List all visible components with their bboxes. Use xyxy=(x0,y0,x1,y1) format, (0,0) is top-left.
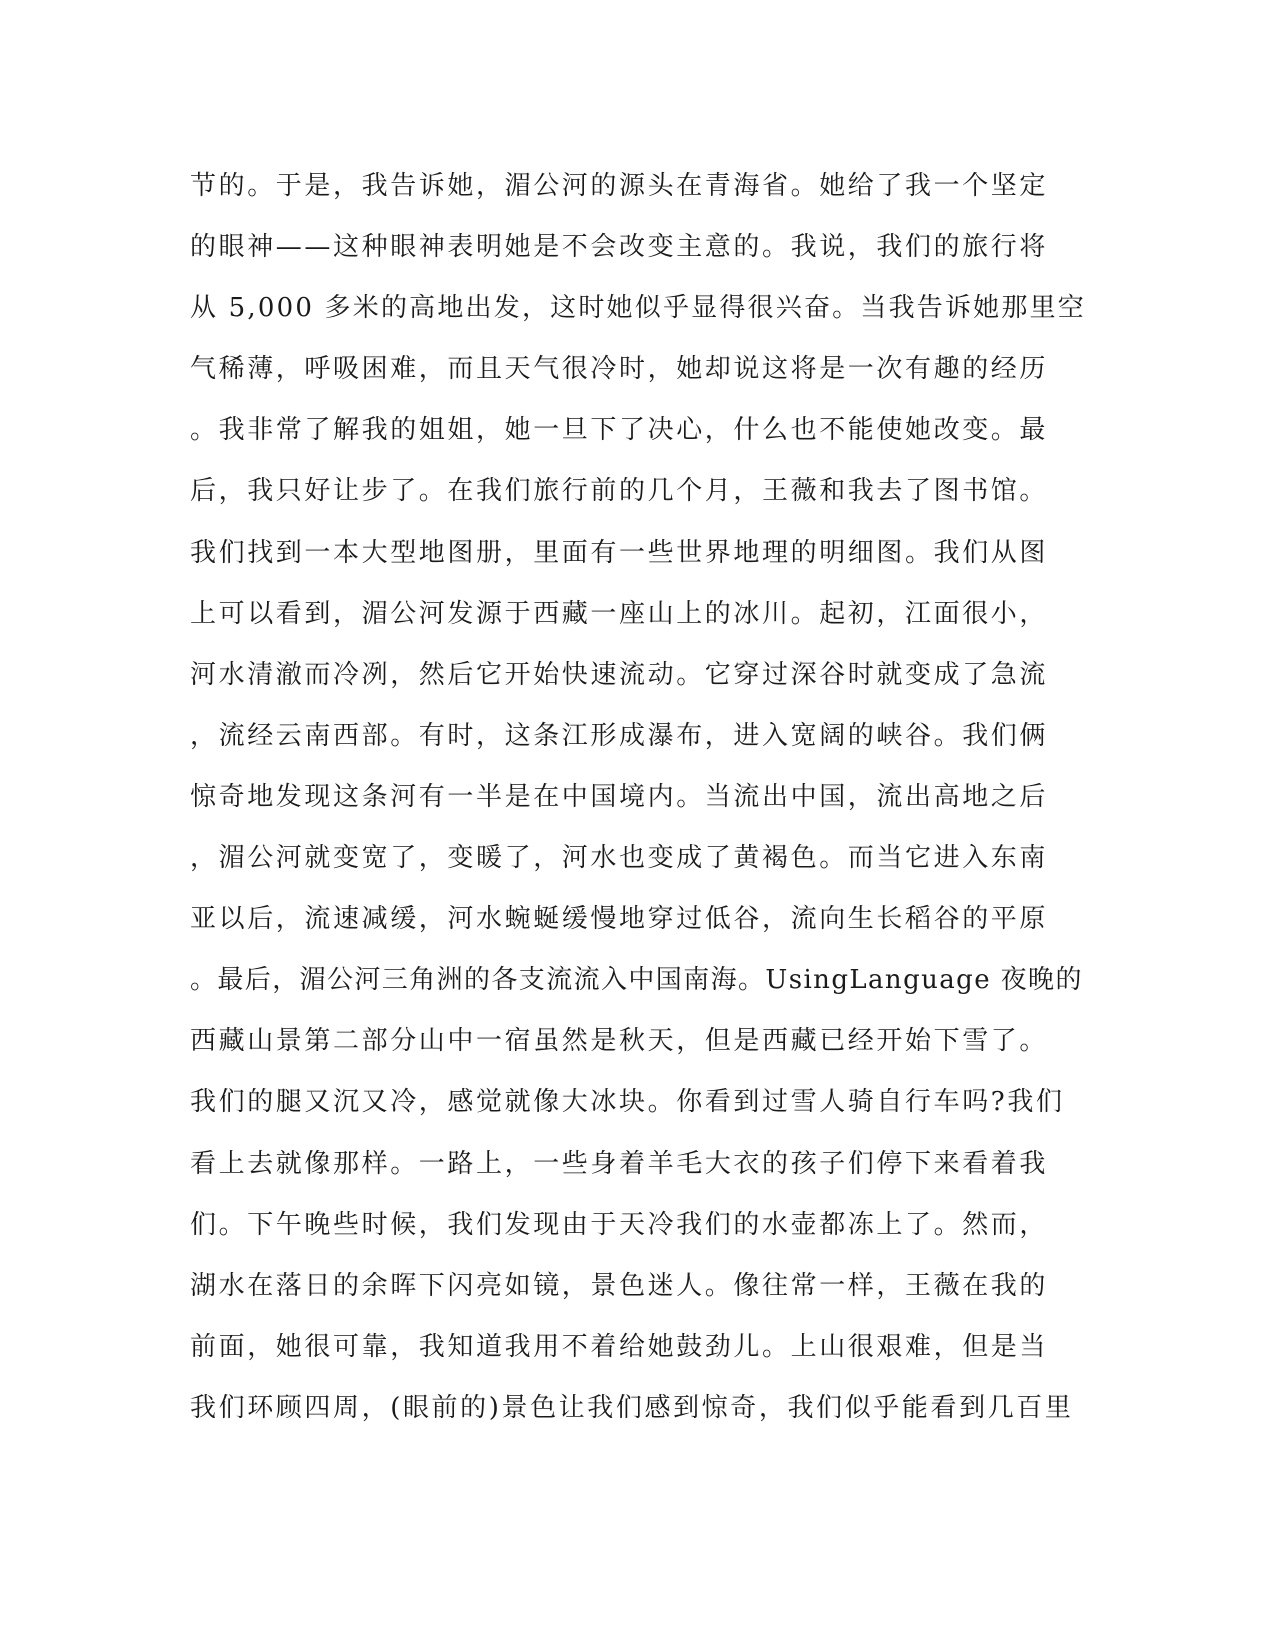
text-line: 气稀薄，呼吸困难，而且天气很冷时，她却说这将是一次有趣的经历 xyxy=(190,354,1049,385)
text-line: 湖水在落日的余晖下闪亮如镜，景色迷人。像往常一样，王薇在我的 xyxy=(190,1270,1049,1301)
text-line: ，湄公河就变宽了，变暖了，河水也变成了黄褐色。而当它进入东南 xyxy=(190,843,1049,874)
text-line: 前面，她很可靠，我知道我用不着给她鼓劲儿。上山很艰难，但是当 xyxy=(190,1331,1049,1362)
text-line: 上可以看到，湄公河发源于西藏一座山上的冰川。起初，江面很小， xyxy=(190,598,1049,629)
text-line: 看上去就像那样。一路上，一些身着羊毛大衣的孩子们停下来看着我 xyxy=(190,1148,1049,1179)
text-line: 。最后，湄公河三角洲的各支流流入中国南海。UsingLanguage 夜晚的 xyxy=(190,965,1083,996)
text-line: 我们的腿又沉又冷，感觉就像大冰块。你看到过雪人骑自行车吗?我们 xyxy=(190,1087,1065,1118)
text-line: 。我非常了解我的姐姐，她一旦下了决心，什么也不能使她改变。最 xyxy=(190,415,1049,446)
text-line: ，流经云南西部。有时，这条江形成瀑布，进入宽阔的峡谷。我们俩 xyxy=(190,720,1049,751)
text-line: 河水清澈而冷冽，然后它开始快速流动。它穿过深谷时就变成了急流 xyxy=(190,659,1049,690)
text-line: 节的。于是，我告诉她，湄公河的源头在青海省。她给了我一个坚定 xyxy=(190,171,1049,201)
text-line: 亚以后，流速减缓，河水蜿蜒缓慢地穿过低谷，流向生长稻谷的平原 xyxy=(190,904,1049,935)
text-line: 惊奇地发现这条河有一半是在中国境内。当流出中国，流出高地之后 xyxy=(190,781,1049,812)
body-text xyxy=(190,166,1090,1449)
text-line: 后，我只好让步了。在我们旅行前的几个月，王薇和我去了图书馆。 xyxy=(190,476,1049,507)
text-line: 西藏山景第二部分山中一宿虽然是秋天，但是西藏已经开始下雪了。 xyxy=(190,1026,1049,1057)
text-line: 我们找到一本大型地图册，里面有一些世界地理的明细图。我们从图 xyxy=(190,537,1049,568)
text-line: 从 5,000 多米的高地出发，这时她似乎显得很兴奋。当我告诉她那里空 xyxy=(190,293,1086,324)
text-line: 们。下午晚些时候，我们发现由于天冷我们的水壶都冻上了。然而， xyxy=(190,1209,1049,1240)
text-line: 的眼神——这种眼神表明她是不会改变主意的。我说，我们的旅行将 xyxy=(190,232,1049,263)
text-line: 我们环顾四周，(眼前的)景色让我们感到惊奇，我们似乎能看到几百里 xyxy=(190,1392,1074,1423)
